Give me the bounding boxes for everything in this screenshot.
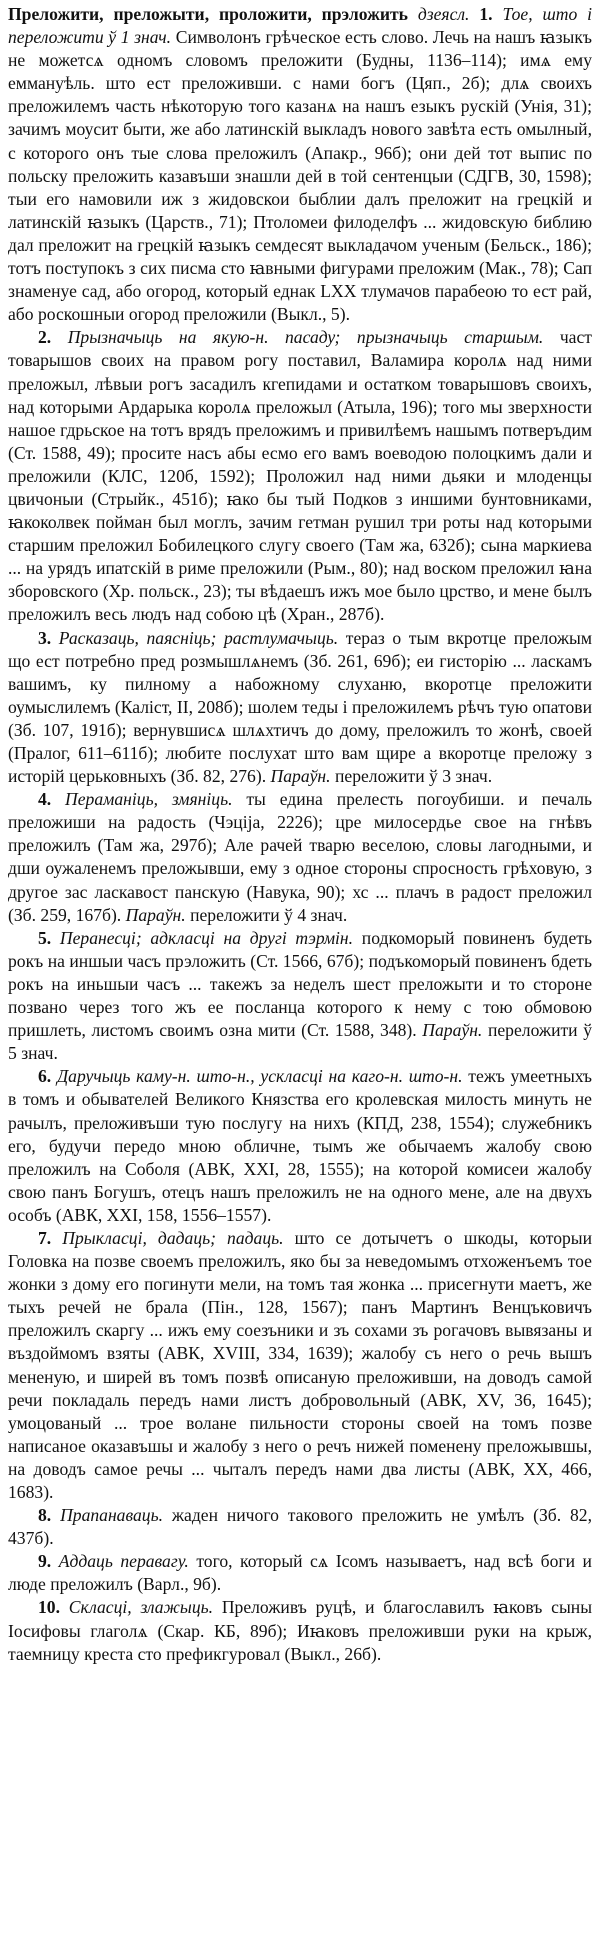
sense-number: 7.: [38, 1227, 52, 1248]
sense-citations: того, который сѧ Ісомъ называетъ, над всѣ боги и люде преложилъ (Варл., 9б).: [8, 1551, 592, 1595]
sense-citations: тежъ умеетныхъ в томъ и обывателей Великого Князства его кролевская милость минуть не рачылъ, преложивъши тую послугу на нихъ (КПД, 238, 1554); служебникъ его, будучи передо мною обличне, тымъ же обычаемъ жалобу свою преложилъ на Соболя (АВК, XXI, 28, 1555); на которой комисеи жалобу свою панъ Богушъ, отецъ нашъ преложилъ не на одного мене, але на двухъ особъ (АВК, XXI, 158, 1556–1557).: [8, 1066, 593, 1225]
compare-reference: переложити ў 4 знач.: [190, 904, 348, 925]
compare-label: Параўн.: [125, 904, 186, 925]
sense-number: 2.: [38, 327, 52, 348]
sense-number: 9.: [38, 1551, 52, 1572]
sense-gloss: Тое, што і переложити ў 1 знач.: [8, 4, 593, 48]
sense-5: [8, 927, 592, 1066]
sense-citations: ты едина прелесть погоубиши. и печаль преложиши на радость (Чэціја, 2226); цре милосердье свое на гнѣвъ преложилъ (Там жа, 297б); Але рачей тварю веселою, словы лагодными, и дши оужаленемъ преложывши, ему з одное стороны спросность грѣховую, з другое зас ласкавост панскую (Навука, 90); хс ... плачъ в радост преложил (Зб. 259, 167б).: [8, 789, 593, 925]
sense-10: [8, 1596, 592, 1665]
sense-number: 3.: [38, 627, 52, 648]
compare-reference: переложити ў 5 знач.: [8, 1020, 592, 1064]
sense-gloss: Аддаць перавагу.: [58, 1551, 189, 1572]
sense-gloss: Прапанаваць.: [60, 1505, 163, 1526]
sense-gloss: Даручыць каму-н. што-н., ускласці на каго-н. што-н.: [56, 1066, 463, 1087]
sense-gloss: Перанесці; адкласці на другі тэрмін.: [59, 927, 354, 948]
sense-citations: част товарышов своих на правом рогу поставил, Валамира королѧ над ними преложыл, лѣвыи рогъ засадилъ кгепидами и остатком товарышовъ своихъ, над которыми Ардарыка королѧ преложыл (Атыла, 196); того мы зверхности нашое гдрьское на тотъ врядъ преложимъ и привилѣемъ нашымъ потверъдим (Ст. 1588, 49); просите насъ абы есмо его вамъ воеводою полоцкимъ дали и преложили (КЛС, 120б, 1592); Проложил над ними дьяки и млоденцы цвичоныи (Стрыйк., 451б); ꙗко бы тый Подков з иншими бунтовниками, ꙗкоколвек пойман был моглъ, зачим гетман рушил три роты над которыми старшим преложил Бобилецкого слугу своего (Там жа, 632б); сына маркиева ... на урядъ ипатскій в риме преложили (Рым., 80); над воском преложил ꙗна зборовского (Хр. польск., 23); ты вѣдаешъ ижъ мое было црство, и мене былъ преложилъ весь людъ над собою цѣ (Хран., 287б).: [8, 327, 592, 625]
sense-citations: тераз о тым вкротце преложым що ест потребно пред розмышлѧнемъ (Зб. 261, 69б); еи гисторію ... ласкамъ вашимъ, ку пилному а набожному слуханю, вкоротце преложити оумыслилемъ (Каліст, II, 208б); шолем теды і преложилемъ рѣчъ тую опатови (Зб. 107, 191б); вернувшисѧ шлѧхтичъ до дому, преложилъ то жонѣ, своей (Пралог, 611–611б); любите послухат што вам щире а вкоротце преложу з исторій церьковныхъ (Зб. 82, 276).: [8, 627, 593, 787]
sense-7: [8, 1227, 592, 1504]
compare-reference: переложити ў 3 знач.: [334, 766, 493, 787]
sense-4: [8, 788, 592, 927]
sense-gloss: Прыкласці, дадаць; падаць.: [62, 1227, 284, 1248]
sense-citations: што се дотычетъ о шкоды, которыи Головка на позве своемъ преложилъ, яко бы за неведомымъ отхоженъемъ тое жонки з дому его погинути мели, на томъ тая жонка ... присегнути маетъ, же тыхъ речей не брала (Пін., 128, 1567); панъ Мартинъ Венцъковичъ преложилъ скаргу ... ижъ ему соезъники и зъ сохами зъ рогачовъ вывязаны и въздоймомъ взяты (АВК, XVIII, 334, 1639); жалобу съ него о речь вышъ мененую, и ширей въ томъ позвѣ описаную преложивши, на доводъ самой речи покладаль передъ нами листъ добровольный (АВК, XV, 36, 1645); умоцованый ... трое волане пильности стороны своей на томъ позве написаное оказавъшы и жалобу з него о речъ нижей поменену преложывшы, на доводъ самое речы ... чыталъ передъ нами два листы (АВК, XX, 466, 1683).: [8, 1227, 593, 1502]
sense-number: 4.: [38, 789, 52, 810]
sense-6: [8, 1065, 592, 1227]
sense-citations: Преложивъ руцѣ, и благославилъ ꙗковъ сыны Іосифовы глаголѧ (Скар. КБ, 89б); Иꙗковъ преложивши руки на крыж, таемницу креста сто префикгуровал (Выкл., 26б).: [8, 1597, 593, 1664]
sense-3: [8, 627, 592, 789]
sense-2: [8, 326, 592, 626]
compare-label: Параўн.: [270, 766, 331, 787]
sense-citations: Символонъ грѣческое есть слово. Лечь на нашъ ꙗзыкъ не можетсѧ одномъ словомъ преложити (Будны, 1136–114); имѧ ему еммануѣль. што ест преложивши. с нами богъ (Цяп., 2б); длѧ своихъ преложилемъ часть нѣкоторую того казанѧ на нашъ езыкъ рускій (Унія, 31); зачимъ моусит быти, же або латинскій выкладъ нового завѣта есть омылный, с которого онъ тые слова преложилъ (Апакр., 96б); они дей тот выпис по польску преложить казавъши знашли дей в той сентенцыи (СДГВ, 30, 1598); тыи его намовили иж з жидовскои быблии далъ преложит на грецкій и латинскій ꙗзыкъ (Царств., 71); Птоломеи филоделфъ ... жидовскую библию дал преложит на грецкій ꙗзыкъ семдесят выкладачом ученым (Бельск., 186); тотъ поступокъ з сих писма сто ꙗвными фигурами преложим (Мак., 78); Сап знаменуе сад, або огород, который еднак LXX тлумачов парабеою то ест рай, або роскошныи огород преложили (Выкл., 5).: [8, 27, 593, 325]
headword: Преложити, преложыти, проложити, прэложить: [8, 4, 408, 24]
sense-9: [8, 1550, 592, 1596]
sense-gloss: Пераманіць, змяніць.: [65, 789, 233, 810]
sense-citations: подкоморый повиненъ будеть рокъ на иншыи часъ прэложить (Ст. 1566, 67б); подъкоморый повиненъ бдеть рокъ на иньшыи часъ ... такежъ за неделъ шест преложыти и то стороне позвано через того жъ ее посланца которого к нему с тою обмовою пришлеть, листомъ своимъ озна мити (Ст. 1588, 348).: [8, 927, 593, 1041]
part-of-speech: дзеясл.: [417, 4, 470, 24]
sense-number: 8.: [38, 1505, 52, 1526]
sense-number: 5.: [38, 927, 52, 948]
sense-number: 10.: [38, 1597, 60, 1618]
sense-1: [8, 3, 592, 326]
sense-gloss: Расказаць, паясніць; растлумачыць.: [58, 627, 339, 648]
sense-number: 6.: [38, 1066, 52, 1087]
sense-citations: жаден ничого таковогo преложить не умѣлъ (Зб. 82, 437б).: [8, 1505, 592, 1549]
sense-gloss: Скласці, злажыць.: [68, 1597, 214, 1618]
sense-8: [8, 1504, 592, 1550]
compare-label: Параўн.: [422, 1020, 483, 1041]
sense-gloss: Прызначыць на якую-н. пасаду; прызначыць старшым.: [67, 327, 544, 348]
sense-number: 1.: [479, 4, 493, 24]
